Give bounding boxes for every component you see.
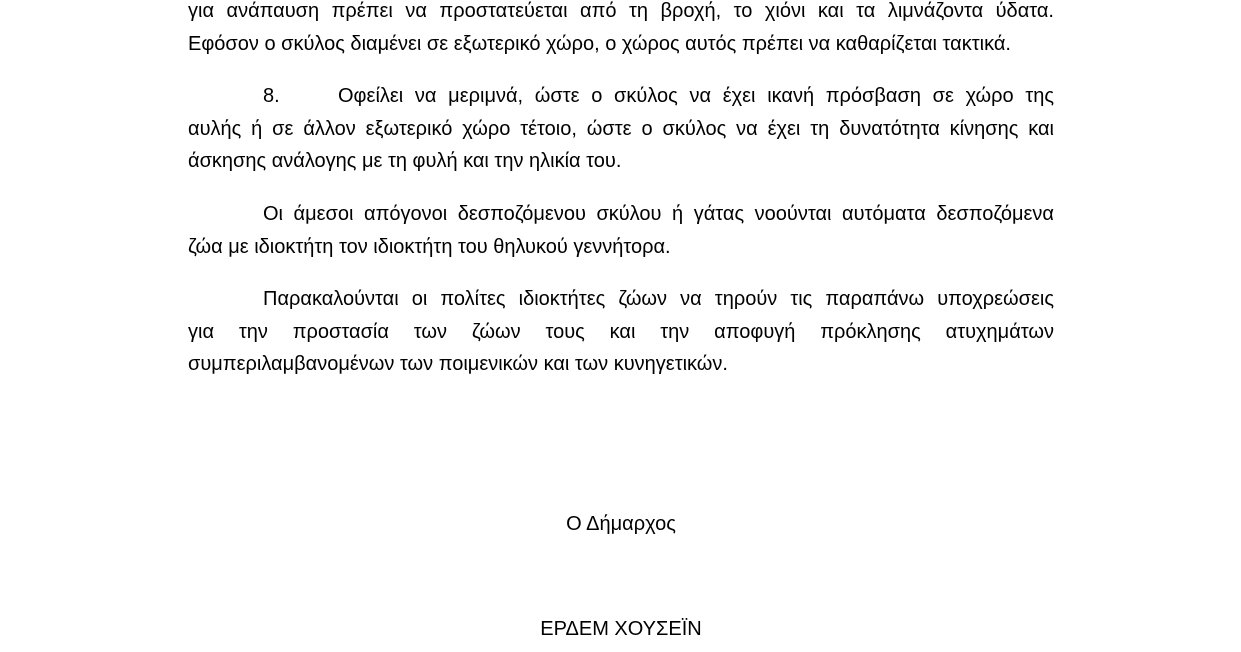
- paragraph-text: Παρακαλούνται οι πολίτες ιδιοκτήτες ζώων να τηρούν τις παραπάνω υποχρεώσεις: [263, 288, 1054, 310]
- signature-name: ΕΡΔΕΜ ΧΟΥΣΕΪΝ: [540, 618, 702, 640]
- document-page: [188, 0, 1054, 652]
- signature-title: Ο Δήμαρχος: [566, 513, 676, 535]
- paragraph-line: συμπεριλαμβανομένων των ποιμενικών και των κυνηγετικών.: [188, 353, 728, 375]
- paragraph-line: [188, 198, 1054, 231]
- paragraph-line: για ανάπαυση πρέπει να προστατεύεται από τη βροχή, το χιόνι και τα λιμνάζοντα ύδατα.: [188, 0, 1054, 22]
- paragraph-line: άσκησης ανάλογης με τη φυλή και την ηλικία του.: [188, 150, 622, 172]
- paragraph-request: [188, 283, 1054, 381]
- paragraph-text: Οι άμεσοι απόγονοι δεσποζόμενου σκύλου ή γάτας νοούνται αυτόματα δεσποζόμενα: [263, 203, 1054, 225]
- numbered-item-8: [188, 80, 1054, 178]
- paragraph-line: για την προστασία των ζώων τους και την αποφυγή πρόκλησης ατυχημάτων: [188, 320, 1054, 343]
- paragraph-shelter-continuation: [188, 0, 1054, 60]
- paragraph-line: αυλής ή σε άλλον εξωτερικό χώρο τέτοιο, ώστε ο σκύλος να έχει τη δυνατότητα κίνησης και: [188, 117, 1054, 140]
- paragraph-line: Εφόσον ο σκύλος διαμένει σε εξωτερικό χώρο, ο χώρος αυτός πρέπει να καθαρίζεται τακτικά.: [188, 32, 1011, 55]
- paragraph-line: ζώα με ιδιοκτήτη τον ιδιοκτήτη του θηλυκού γεννήτορα.: [188, 235, 671, 258]
- item-number: 8.: [263, 85, 280, 107]
- paragraph-offspring: [188, 198, 1054, 263]
- item-text: Οφείλει να μεριμνά, ώστε ο σκύλος να έχει ικανή πρόσβαση σε χώρο της: [338, 85, 1054, 107]
- paragraph-line: [188, 283, 1054, 316]
- paragraph-line: [188, 80, 1054, 113]
